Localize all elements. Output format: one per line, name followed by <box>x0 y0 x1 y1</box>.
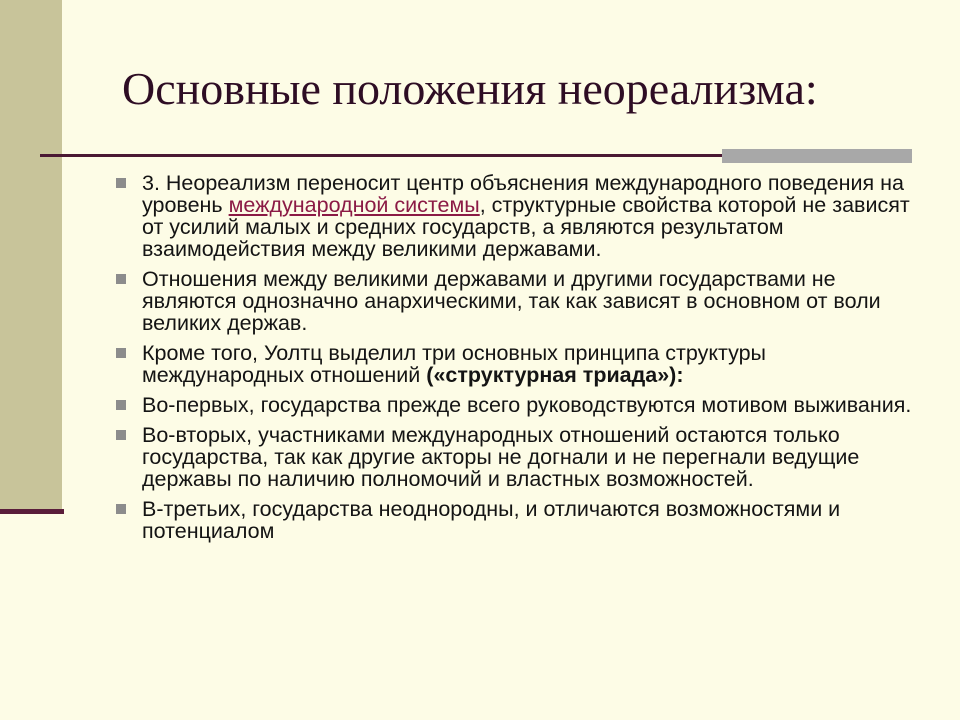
bullet-text-continued: , структурные свойства которой не зависят от усилий малых и средних государств, а являются результатом взаимодействия между великими державами. <box>142 193 910 261</box>
divider-accent-bar <box>722 149 912 163</box>
left-decorative-band <box>0 0 62 512</box>
left-band-edge <box>0 509 64 514</box>
square-bullet-icon <box>116 400 126 410</box>
bullet-list <box>114 172 914 550</box>
square-bullet-icon <box>116 274 126 284</box>
bullet-text: Во-вторых, участниками международных отношений остаются только государства, так как другие акторы не догнали и не перегнали ведущие державы по наличию полномочий и властных возможностей. <box>142 423 860 491</box>
bullet-text: 3. Неореализм переносит центр объяснения международного поведения на уровень <box>142 171 904 217</box>
square-bullet-icon <box>116 430 126 440</box>
slide-title: Основные положения неореализма: <box>122 63 818 114</box>
square-bullet-icon <box>116 504 126 514</box>
list-item <box>114 172 914 260</box>
bullet-text: Во-первых, государства прежде всего руководствуются мотивом выживания. <box>142 393 912 417</box>
list-item <box>114 424 914 490</box>
list-item <box>114 342 914 386</box>
square-bullet-icon <box>116 348 126 358</box>
list-item <box>114 498 914 542</box>
bullet-text: Отношения между великими державами и другими государствами не являются однозначно анархическими, так как зависят в основном от воли великих держав. <box>142 267 881 335</box>
bullet-text: В-третьих, государства неоднородны, и отличаются возможностями и потенциалом <box>142 497 841 543</box>
list-item <box>114 268 914 334</box>
structural-triad-label: («структурная триада»): <box>426 363 684 387</box>
bullet-text: Кроме того, Уолтц выделил три основных принципа структуры международных отношений <box>142 341 767 387</box>
square-bullet-icon <box>116 178 126 188</box>
list-item <box>114 394 914 416</box>
international-system-link[interactable]: международной системы <box>228 193 480 217</box>
